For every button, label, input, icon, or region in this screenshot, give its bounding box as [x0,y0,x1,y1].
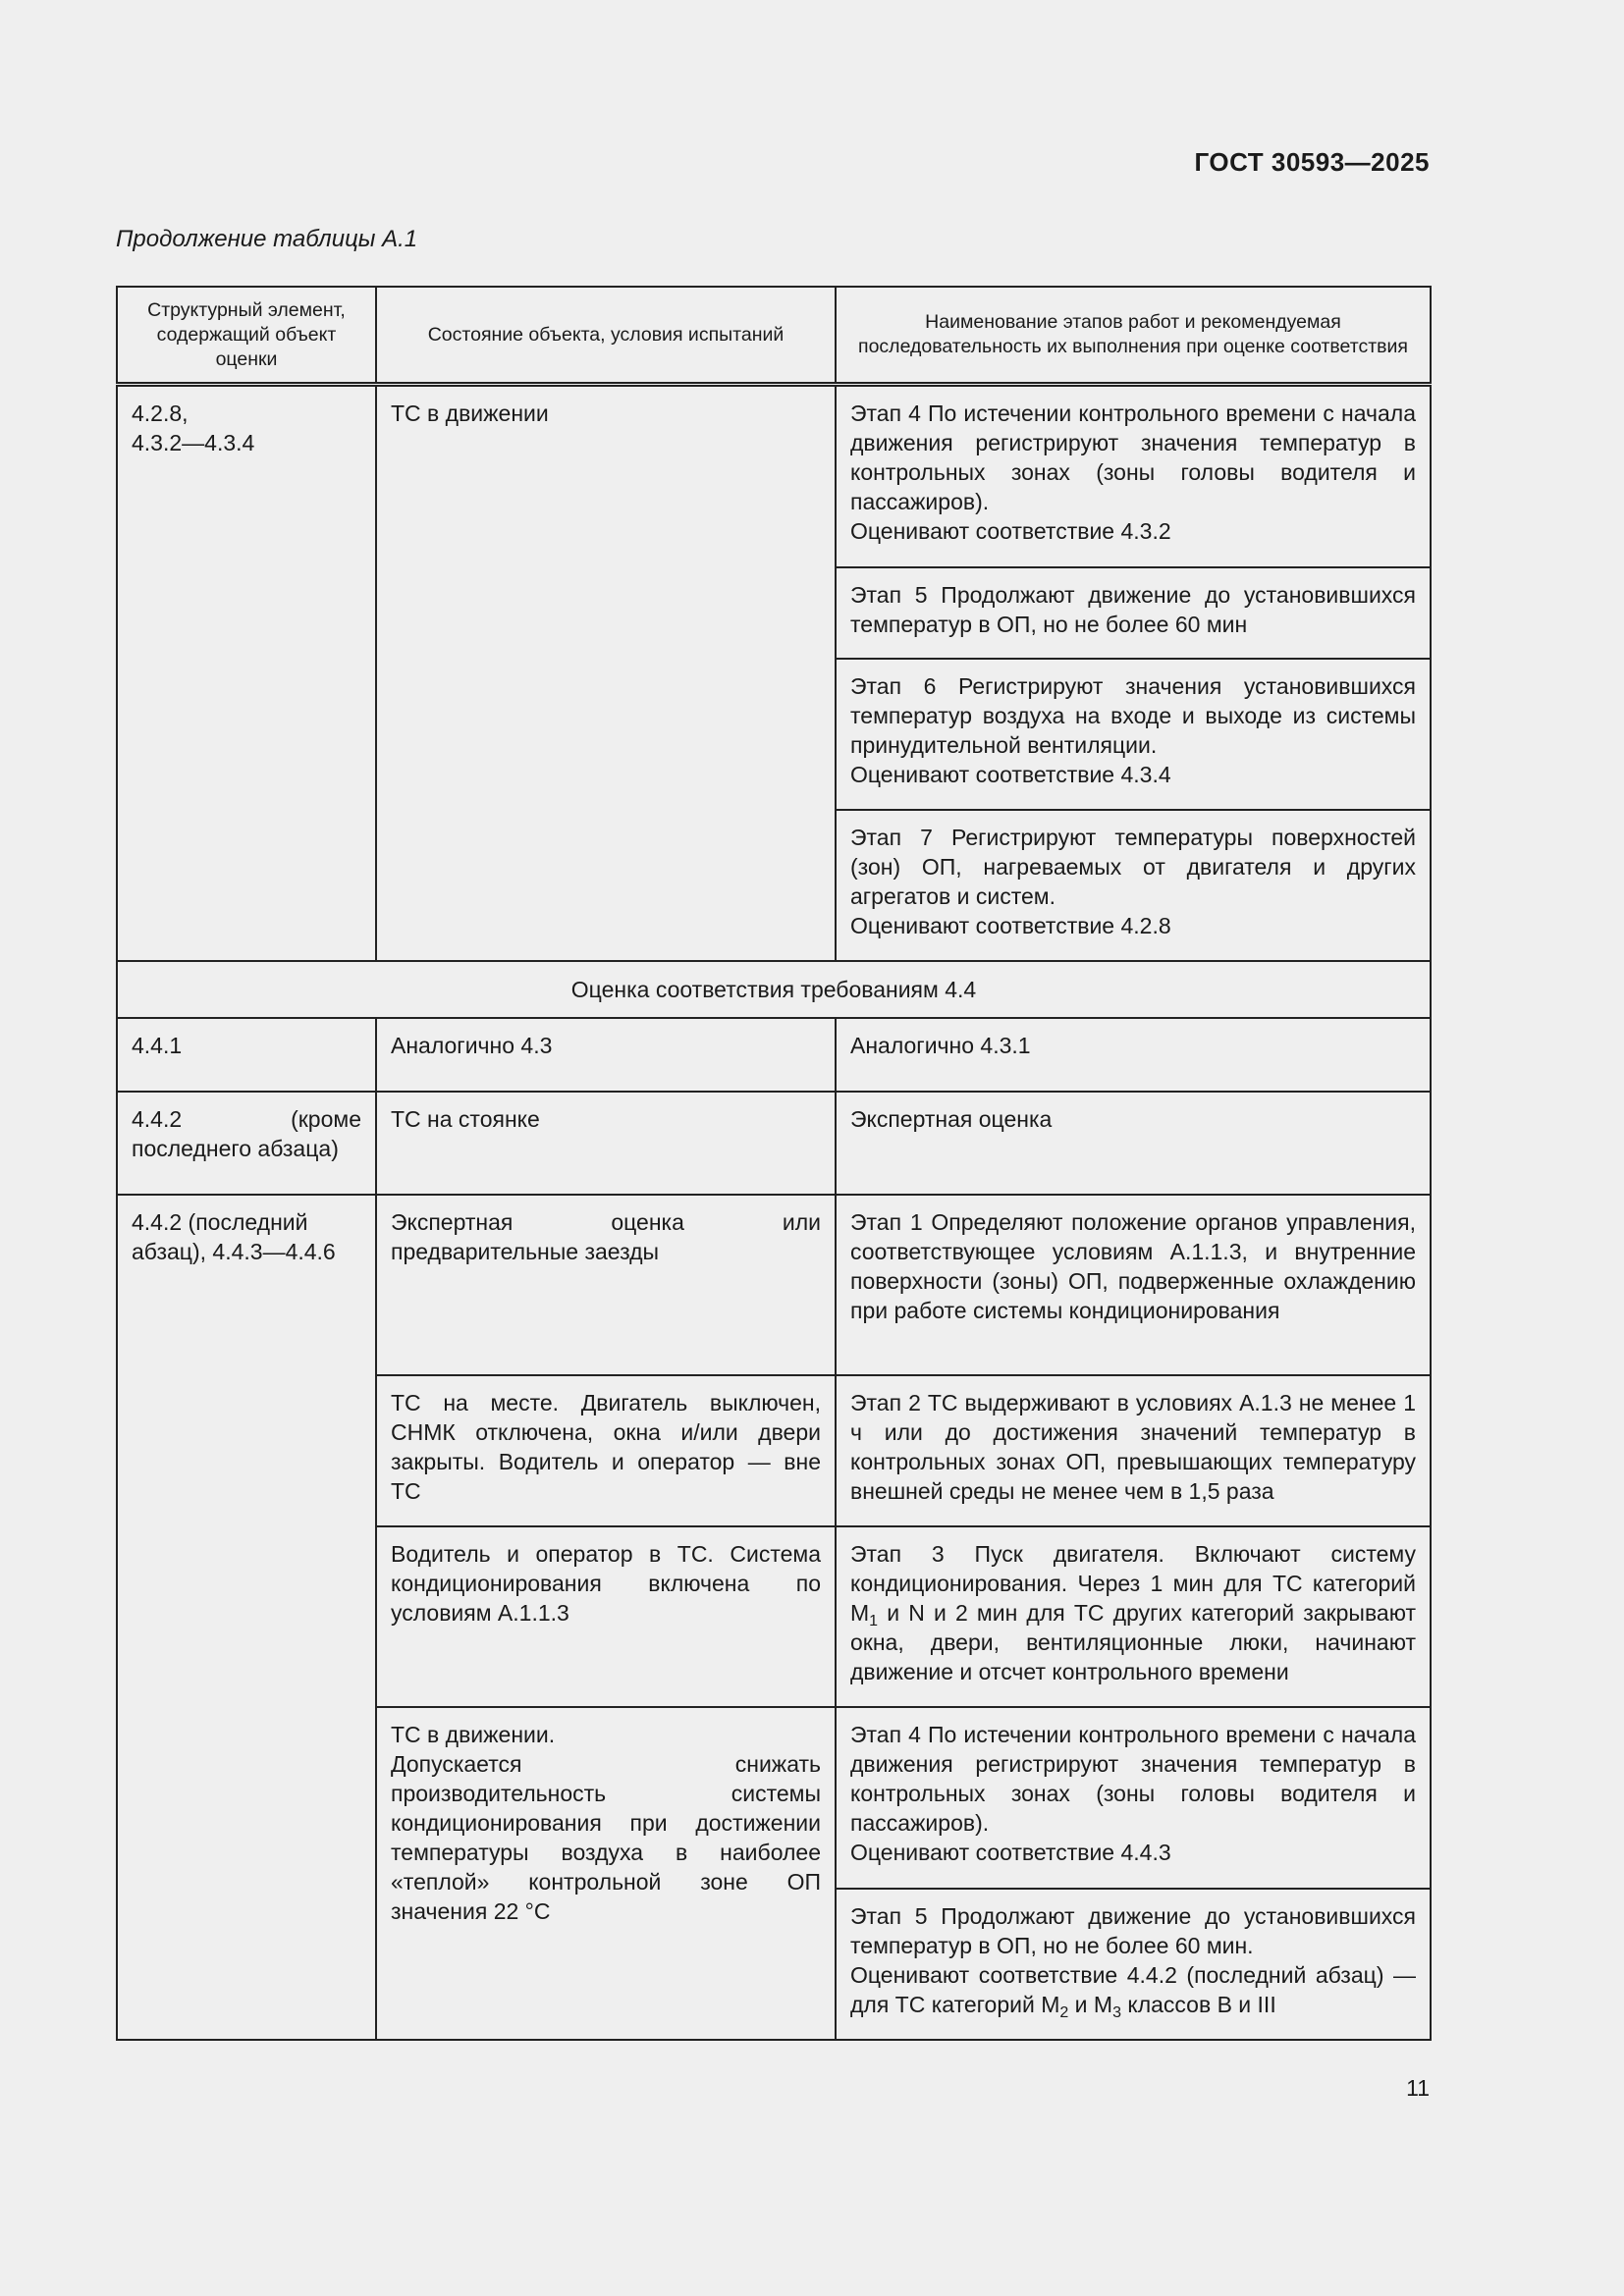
element-ref: 4.2.8, [132,400,189,426]
stage-text: Этап 7 Регистрируют температуры поверхностей (зон) ОП, нагреваемых от двигателя и других агрегатов и систем. [850,825,1416,909]
stage-cell: Аналогично 4.3.1 [836,1018,1431,1092]
table-row [117,1195,1431,1375]
stage-assessment [850,1960,1416,2019]
stage-text: Этап 6 Регистрируют значения установившихся температур воздуха на входе и выходе из системы принудительной вентиляции. [850,673,1416,758]
object-state-cell: ТС в движении [376,385,836,962]
stage-text: Этап 5 Продолжают движение до установившихся температур в ОП, но не более 60 мин. [850,1903,1416,1958]
stage-assessment: Оценивают соответствие 4.2.8 [850,913,1171,938]
object-state-cell: Аналогично 4.3 [376,1018,836,1092]
assessment-text: Оценивают соответствие 4.4.2 (последний абзац) — для ТС категорий М [850,1962,1416,2017]
category-subscript: 2 [1059,2004,1069,2021]
object-state-cell: ТС на месте. Двигатель выключен, СНМК отключена, окна и/или двери закрыты. Водитель и оператор — вне ТС [376,1375,836,1526]
table-row [117,1018,1431,1092]
structural-element-cell: 4.4.2 (кроме последнего абзаца) [117,1092,376,1195]
stage-cell [836,659,1431,810]
object-state-cell: Экспертная оценка или предварительные заезды [376,1195,836,1375]
standard-code: ГОСТ 30593—2025 [1194,147,1430,177]
table-row [117,385,1431,568]
category-subscript: 1 [869,1613,879,1629]
section-row [117,961,1431,1018]
state-text: ТС в движении. [391,1722,556,1747]
page-number: 11 [1406,2075,1430,2101]
structural-element-cell: 4.4.2 (последний абзац), 4.4.3—4.4.6 [117,1195,376,2040]
table-row [117,1092,1431,1195]
stage-cell: Этап 5 Продолжают движение до установившихся температур в ОП, но не более 60 мин [836,567,1431,659]
stage-cell: Этап 1 Определяют положение органов управления, соответствующее условиям А.1.1.3, и внутренние поверхности (зоны) ОП, подверженные охлаждению при работе системы кондиционирования [836,1195,1431,1375]
object-state-cell: ТС на стоянке [376,1092,836,1195]
stage-text: Этап 4 По истечении контрольного времени с начала движения регистрируют значения температур в контрольных зонах (зоны головы водителя и пассажиров). [850,1722,1416,1836]
stage-cell [836,385,1431,568]
header-work-stages: Наименование этапов работ и рекомендуемая последовательность их выполнения при оценке соответствия [836,287,1431,385]
header-object-state: Состояние объекта, условия испытаний [376,287,836,385]
category-subscript: 3 [1112,2004,1121,2021]
stage-cell: Экспертная оценка [836,1092,1431,1195]
assessment-text: классов В и III [1120,1992,1276,2017]
stage-assessment: Оценивают соответствие 4.3.4 [850,762,1171,787]
table-caption: Продолжение таблицы А.1 [116,226,418,252]
stage-cell [836,1889,1431,2040]
assessment-text: и М [1068,1992,1113,2017]
stage-assessment: Оценивают соответствие 4.4.3 [850,1840,1171,1865]
object-state-cell: Водитель и оператор в ТС. Система кондиционирования включена по условиям А.1.1.3 [376,1526,836,1707]
stage-text: и N и 2 мин для ТС других категорий закрывают окна, двери, вентиляционные люки, начинают движение и отсчет контрольного времени [850,1600,1416,1684]
header-structural-element: Структурный элемент, содержащий объект оценки [117,287,376,385]
stage-assessment: Оценивают соответствие 4.3.2 [850,518,1171,544]
requirements-table [116,286,1432,2041]
object-state-cell [376,1707,836,2040]
section-title: Оценка соответствия требованиям 4.4 [117,961,1431,1018]
structural-element-cell: 4.4.1 [117,1018,376,1092]
stage-cell: Этап 2 ТС выдерживают в условиях А.1.3 не менее 1 ч или до достижения значений температур в контрольных зонах ОП, превышающих температуру внешней среды не менее чем в 1,5 раза [836,1375,1431,1526]
structural-element-cell [117,385,376,962]
state-text: Допускается снижать производительность системы кондиционирования при достижении температуры воздуха в наиболее «теплой» контрольной зоне ОП значения 22 °С [391,1751,821,1924]
stage-text: Этап 4 По истечении контрольного времени с начала движения регистрируют значения температур в контрольных зонах (зоны головы водителя и пассажиров). [850,400,1416,514]
stage-cell [836,1526,1431,1707]
element-ref: 4.3.2—4.3.4 [132,430,255,455]
table-header-row [117,287,1431,385]
stage-text: Этап 3 Пуск двигателя. Включают систему кондиционирования. Через 1 мин для ТС категорий М [850,1541,1416,1626]
stage-cell [836,1707,1431,1889]
stage-cell [836,810,1431,961]
